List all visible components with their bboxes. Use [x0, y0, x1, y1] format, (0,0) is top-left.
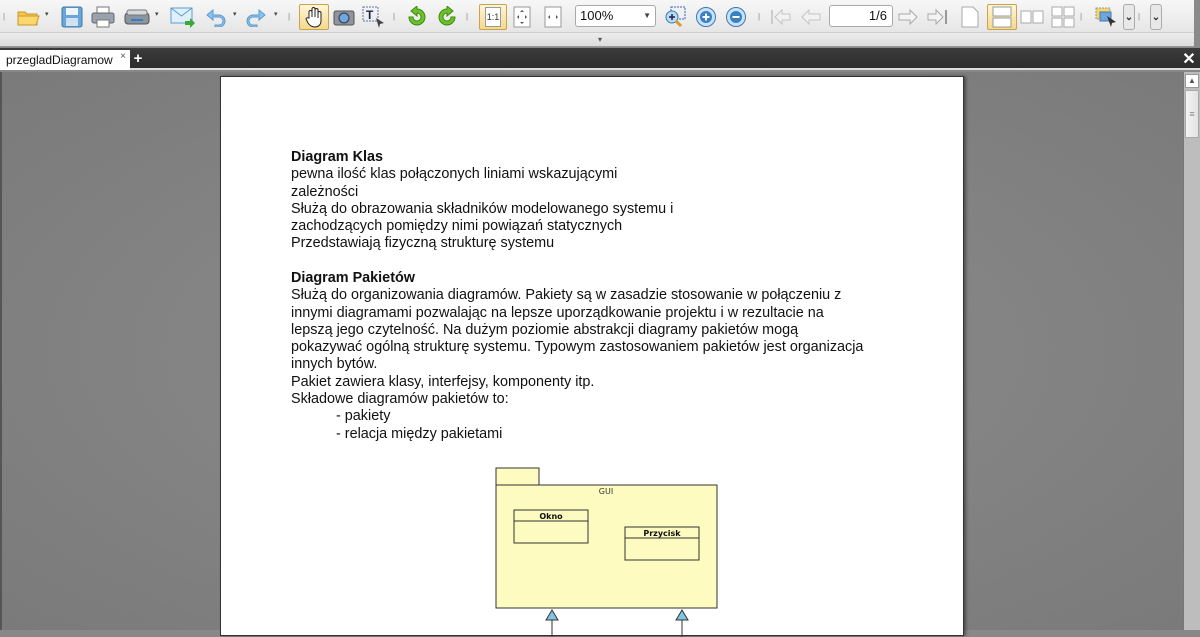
chevron-down-icon: ⌄ [1151, 11, 1161, 23]
scroll-up-icon[interactable]: ▲ [1185, 74, 1199, 88]
toolbar-grip[interactable]: | [758, 12, 761, 21]
class-name: Okno [539, 512, 563, 521]
open-dropdown-caret[interactable]: ▾ [45, 11, 49, 18]
undo-dropdown-caret[interactable]: ▾ [233, 11, 237, 18]
toolbar-edge-grip[interactable] [1194, 0, 1200, 33]
actual-size-button[interactable] [479, 4, 507, 30]
toolbar-expand-bar [0, 33, 1200, 47]
paragraph-line: lepszą jego czytelność. Na dużym poziomie abstrakcji diagramy pakietów mogą [291, 321, 799, 338]
scrollbar-thumb[interactable]: ≡ [1185, 90, 1199, 138]
chevron-down-icon: ▼ [643, 11, 651, 20]
toolbar-options-button[interactable] [1150, 4, 1162, 30]
paragraph-line: Służą do organizowania diagramów. Pakiety są w zasadzie stosowanie w połączeniu z [291, 287, 842, 304]
continuous-facing-button[interactable] [1049, 4, 1077, 30]
open-icon [16, 7, 40, 27]
close-all-icon[interactable]: ✕ [1182, 51, 1196, 68]
snapshot-icon [333, 8, 355, 26]
select-annotation-button[interactable] [1092, 4, 1120, 30]
single-page-icon [961, 6, 979, 28]
rotate-right-button[interactable] [434, 4, 460, 30]
class-okno [514, 510, 588, 543]
continuous-facing-icon [1051, 6, 1075, 28]
bullet-item: - pakiety [336, 408, 391, 425]
rotate-left-button[interactable] [404, 4, 430, 30]
snapshot-button[interactable] [332, 4, 356, 30]
zoom-out-button[interactable] [723, 4, 749, 30]
package-diagram [494, 466, 724, 637]
undo-icon [205, 7, 227, 27]
select-annotation-icon [1094, 6, 1118, 28]
save-button[interactable] [59, 4, 85, 30]
zoom-out-icon [725, 6, 747, 28]
single-page-button[interactable] [957, 4, 983, 30]
package-name: GUI [598, 487, 614, 496]
toolbar-grip[interactable]: | [1138, 12, 1141, 21]
first-page-icon [770, 8, 792, 26]
generalization-arrow [676, 610, 688, 637]
scan-icon [124, 8, 150, 26]
section-package-diagram [291, 270, 863, 443]
select-text-button[interactable] [361, 4, 387, 30]
facing-button[interactable] [1018, 4, 1046, 30]
main-toolbar [0, 0, 1200, 33]
fit-width-icon [544, 6, 562, 28]
last-page-icon [926, 8, 948, 26]
undo-button[interactable] [203, 4, 229, 30]
prev-page-icon [800, 8, 822, 26]
fit-page-button[interactable] [509, 4, 535, 30]
package-tab [496, 468, 539, 485]
bullet-item: - relacja między pakietami [336, 425, 503, 442]
next-page-icon [897, 8, 919, 26]
vertical-scrollbar[interactable] [1183, 72, 1200, 630]
fit-page-icon [513, 6, 531, 28]
paragraph-line: Służą do obrazowania składników modelowanego systemu i [291, 200, 674, 217]
toolbar-grip[interactable]: | [466, 12, 469, 21]
last-page-button[interactable] [924, 4, 950, 30]
toolbar-grip[interactable]: | [393, 12, 396, 21]
document-page [220, 76, 964, 636]
toolbar-grip[interactable]: | [1080, 12, 1083, 21]
redo-dropdown-caret[interactable]: ▾ [274, 11, 278, 18]
new-tab-button[interactable]: + [133, 50, 143, 67]
annotation-dropdown-button[interactable] [1123, 4, 1135, 30]
tab-przegladDiagramow[interactable] [0, 50, 130, 70]
continuous-icon [991, 6, 1013, 28]
scan-dropdown-caret[interactable]: ▾ [155, 11, 159, 18]
paragraph-line: Pakiet zawiera klasy, interfejsy, komponenty itp. [291, 373, 595, 390]
tab-label: przegladDiagramow [6, 53, 113, 67]
toolbar-edge-grip[interactable] [1194, 33, 1200, 47]
print-icon [91, 6, 115, 28]
save-icon [61, 6, 83, 28]
email-icon [170, 6, 196, 28]
page-number-input[interactable]: 1/6 [829, 5, 893, 27]
next-page-button[interactable] [895, 4, 921, 30]
redo-button[interactable] [243, 4, 269, 30]
paragraph-line: innymi diagramami pozwalając na lepsze uporządkowanie projektu i w rezultacie na [291, 304, 824, 321]
email-button[interactable] [169, 4, 197, 30]
facing-icon [1020, 10, 1044, 24]
zoom-marquee-icon [663, 6, 687, 28]
zoom-level-value: 100% [580, 8, 614, 23]
print-button[interactable] [90, 4, 116, 30]
paragraph-line: innych bytów. [291, 356, 378, 373]
zoom-level-select[interactable] [575, 5, 656, 27]
paragraph-line: Przedstawiają fizyczną strukturę systemu [291, 235, 555, 252]
svg-text:T: T [366, 8, 374, 22]
document-tab-bar [0, 48, 1200, 70]
continuous-button[interactable] [987, 4, 1017, 30]
hand-tool-icon [305, 6, 323, 28]
rotate-left-icon [406, 6, 428, 28]
fit-width-button[interactable] [540, 4, 566, 30]
section-heading: Diagram Pakietów [291, 270, 415, 286]
class-name: Przycisk [643, 529, 681, 538]
hand-tool-button[interactable] [299, 4, 329, 30]
section-class-diagram [291, 149, 673, 253]
chevron-down-icon: ⌄ [1124, 11, 1134, 23]
rotate-right-icon [436, 6, 458, 28]
first-page-button[interactable] [768, 4, 794, 30]
paragraph-line: zachodzących pomiędzy nimi powiązań statycznych [291, 218, 623, 235]
paragraph-line: zależności [291, 183, 359, 200]
section-heading: Diagram Klas [291, 149, 383, 165]
select-text-icon [362, 6, 386, 28]
scan-button[interactable] [122, 4, 152, 30]
redo-icon [245, 7, 267, 27]
toolbar-grip[interactable]: | [3, 12, 6, 21]
paragraph-line: pokazywać ogólną strukturę systemu. Typowym zastosowaniem pakietów jest organizacja [291, 339, 864, 356]
zoom-in-icon [695, 6, 717, 28]
expand-toolbar-icon[interactable]: ▾ [597, 35, 602, 44]
generalization-arrow [546, 610, 558, 637]
actual-size-icon: 1:1 [485, 7, 501, 27]
close-tab-icon[interactable]: × [120, 51, 126, 62]
prev-page-button[interactable] [798, 4, 824, 30]
zoom-in-button[interactable] [693, 4, 719, 30]
marquee-zoom-button[interactable] [662, 4, 688, 30]
open-button[interactable] [14, 4, 42, 30]
paragraph-line: pewna ilość klas połączonych liniami wskazującymi [291, 166, 618, 183]
paragraph-line: Składowe diagramów pakietów to: [291, 391, 509, 408]
class-przycisk [625, 527, 699, 560]
toolbar-grip[interactable]: | [288, 12, 291, 21]
